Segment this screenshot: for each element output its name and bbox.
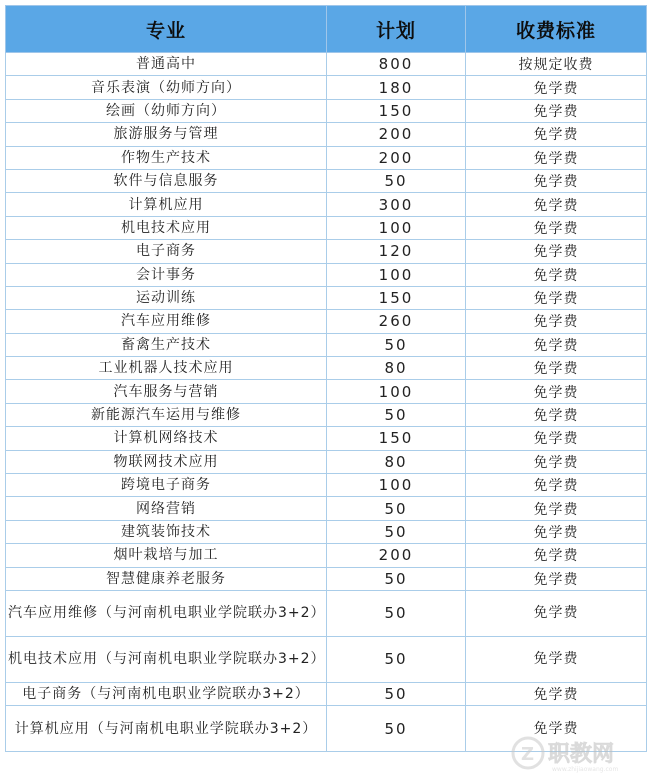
cell-plan: 50 (327, 682, 466, 705)
table-row (6, 76, 647, 99)
cell-plan: 50 (327, 333, 466, 356)
cell-fee: 免学费 (466, 123, 647, 146)
cell-fee: 免学费 (466, 310, 647, 333)
table-row (6, 544, 647, 567)
cell-major: 网络营销 (6, 497, 327, 520)
site-watermark-logo (510, 733, 645, 773)
cell-plan: 100 (327, 216, 466, 239)
cell-fee: 免学费 (466, 403, 647, 426)
cell-plan: 80 (327, 450, 466, 473)
cell-plan: 260 (327, 310, 466, 333)
cell-plan: 180 (327, 76, 466, 99)
cell-fee: 免学费 (466, 380, 647, 403)
enrollment-table (5, 5, 647, 752)
table-row (6, 357, 647, 380)
cell-fee: 免学费 (466, 263, 647, 286)
table-row (6, 474, 647, 497)
header-plan: 计划 (327, 6, 466, 53)
cell-fee: 免学费 (466, 590, 647, 636)
cell-plan: 200 (327, 544, 466, 567)
table-row (6, 310, 647, 333)
svg-text:Z: Z (521, 744, 535, 765)
cell-fee: 免学费 (466, 216, 647, 239)
table-row (6, 682, 647, 705)
cell-fee: 免学费 (466, 333, 647, 356)
cell-major: 电子商务（与河南机电职业学院联办3+2） (6, 682, 327, 705)
cell-fee: 免学费 (466, 99, 647, 122)
cell-fee: 免学费 (466, 169, 647, 192)
table-body (6, 53, 647, 752)
cell-major: 跨境电子商务 (6, 474, 327, 497)
cell-fee: 免学费 (466, 567, 647, 590)
table-row (6, 123, 647, 146)
cell-major: 运动训练 (6, 286, 327, 309)
table-row (6, 286, 647, 309)
cell-fee: 免学费 (466, 636, 647, 682)
table-header-row (6, 6, 647, 53)
cell-major: 计算机网络技术 (6, 427, 327, 450)
cell-major: 绘画（幼师方向） (6, 99, 327, 122)
cell-major: 机电技术应用（与河南机电职业学院联办3+2） (6, 636, 327, 682)
cell-major: 电子商务 (6, 240, 327, 263)
cell-fee: 免学费 (466, 427, 647, 450)
cell-major: 智慧健康养老服务 (6, 567, 327, 590)
cell-plan: 120 (327, 240, 466, 263)
table-row (6, 53, 647, 76)
cell-fee: 免学费 (466, 357, 647, 380)
cell-major: 汽车应用维修（与河南机电职业学院联办3+2） (6, 590, 327, 636)
cell-plan: 200 (327, 123, 466, 146)
table-row (6, 590, 647, 636)
cell-major: 新能源汽车运用与维修 (6, 403, 327, 426)
table-row (6, 240, 647, 263)
cell-major: 计算机应用（与河南机电职业学院联办3+2） (6, 706, 327, 752)
watermark-url: www.zhijiaowang.com (552, 766, 619, 773)
cell-fee: 免学费 (466, 520, 647, 543)
cell-fee: 免学费 (466, 146, 647, 169)
cell-fee: 免学费 (466, 497, 647, 520)
cell-major: 机电技术应用 (6, 216, 327, 239)
cell-plan: 150 (327, 99, 466, 122)
table-row (6, 263, 647, 286)
table-row (6, 403, 647, 426)
cell-plan: 300 (327, 193, 466, 216)
cell-major: 汽车应用维修 (6, 310, 327, 333)
cell-plan: 150 (327, 286, 466, 309)
cell-plan: 50 (327, 520, 466, 543)
cell-plan: 100 (327, 474, 466, 497)
watermark-text: 职教网 (548, 742, 615, 767)
enrollment-table-container (5, 5, 646, 752)
cell-fee: 免学费 (466, 193, 647, 216)
table-row (6, 427, 647, 450)
cell-fee: 免学费 (466, 76, 647, 99)
cell-plan: 50 (327, 497, 466, 520)
cell-plan: 50 (327, 403, 466, 426)
cell-fee: 免学费 (466, 450, 647, 473)
cell-major: 建筑装饰技术 (6, 520, 327, 543)
table-row (6, 636, 647, 682)
cell-major: 软件与信息服务 (6, 169, 327, 192)
table-row (6, 497, 647, 520)
cell-fee: 免学费 (466, 240, 647, 263)
cell-plan: 200 (327, 146, 466, 169)
table-row (6, 146, 647, 169)
cell-fee: 免学费 (466, 706, 647, 752)
header-major: 专业 (6, 6, 327, 53)
cell-plan: 50 (327, 567, 466, 590)
cell-plan: 50 (327, 636, 466, 682)
table-row (6, 169, 647, 192)
cell-plan: 100 (327, 263, 466, 286)
cell-plan: 50 (327, 590, 466, 636)
cell-plan: 150 (327, 427, 466, 450)
cell-major: 作物生产技术 (6, 146, 327, 169)
cell-plan: 50 (327, 706, 466, 752)
table-row (6, 380, 647, 403)
cell-fee: 免学费 (466, 682, 647, 705)
cell-fee: 免学费 (466, 544, 647, 567)
table-row (6, 520, 647, 543)
table-row (6, 567, 647, 590)
cell-major: 汽车服务与营销 (6, 380, 327, 403)
cell-major: 烟叶栽培与加工 (6, 544, 327, 567)
cell-major: 普通高中 (6, 53, 327, 76)
cell-plan: 80 (327, 357, 466, 380)
table-row (6, 216, 647, 239)
cell-major: 会计事务 (6, 263, 327, 286)
cell-major: 工业机器人技术应用 (6, 357, 327, 380)
cell-major: 音乐表演（幼师方向） (6, 76, 327, 99)
header-fee: 收费标准 (466, 6, 647, 53)
cell-fee: 按规定收费 (466, 53, 647, 76)
cell-major: 物联网技术应用 (6, 450, 327, 473)
table-row (6, 333, 647, 356)
cell-major: 计算机应用 (6, 193, 327, 216)
cell-major: 旅游服务与管理 (6, 123, 327, 146)
cell-plan: 100 (327, 380, 466, 403)
cell-plan: 800 (327, 53, 466, 76)
cell-fee: 免学费 (466, 474, 647, 497)
table-row (6, 99, 647, 122)
table-row (6, 193, 647, 216)
cell-major: 畜禽生产技术 (6, 333, 327, 356)
cell-fee: 免学费 (466, 286, 647, 309)
table-row (6, 450, 647, 473)
cell-plan: 50 (327, 169, 466, 192)
